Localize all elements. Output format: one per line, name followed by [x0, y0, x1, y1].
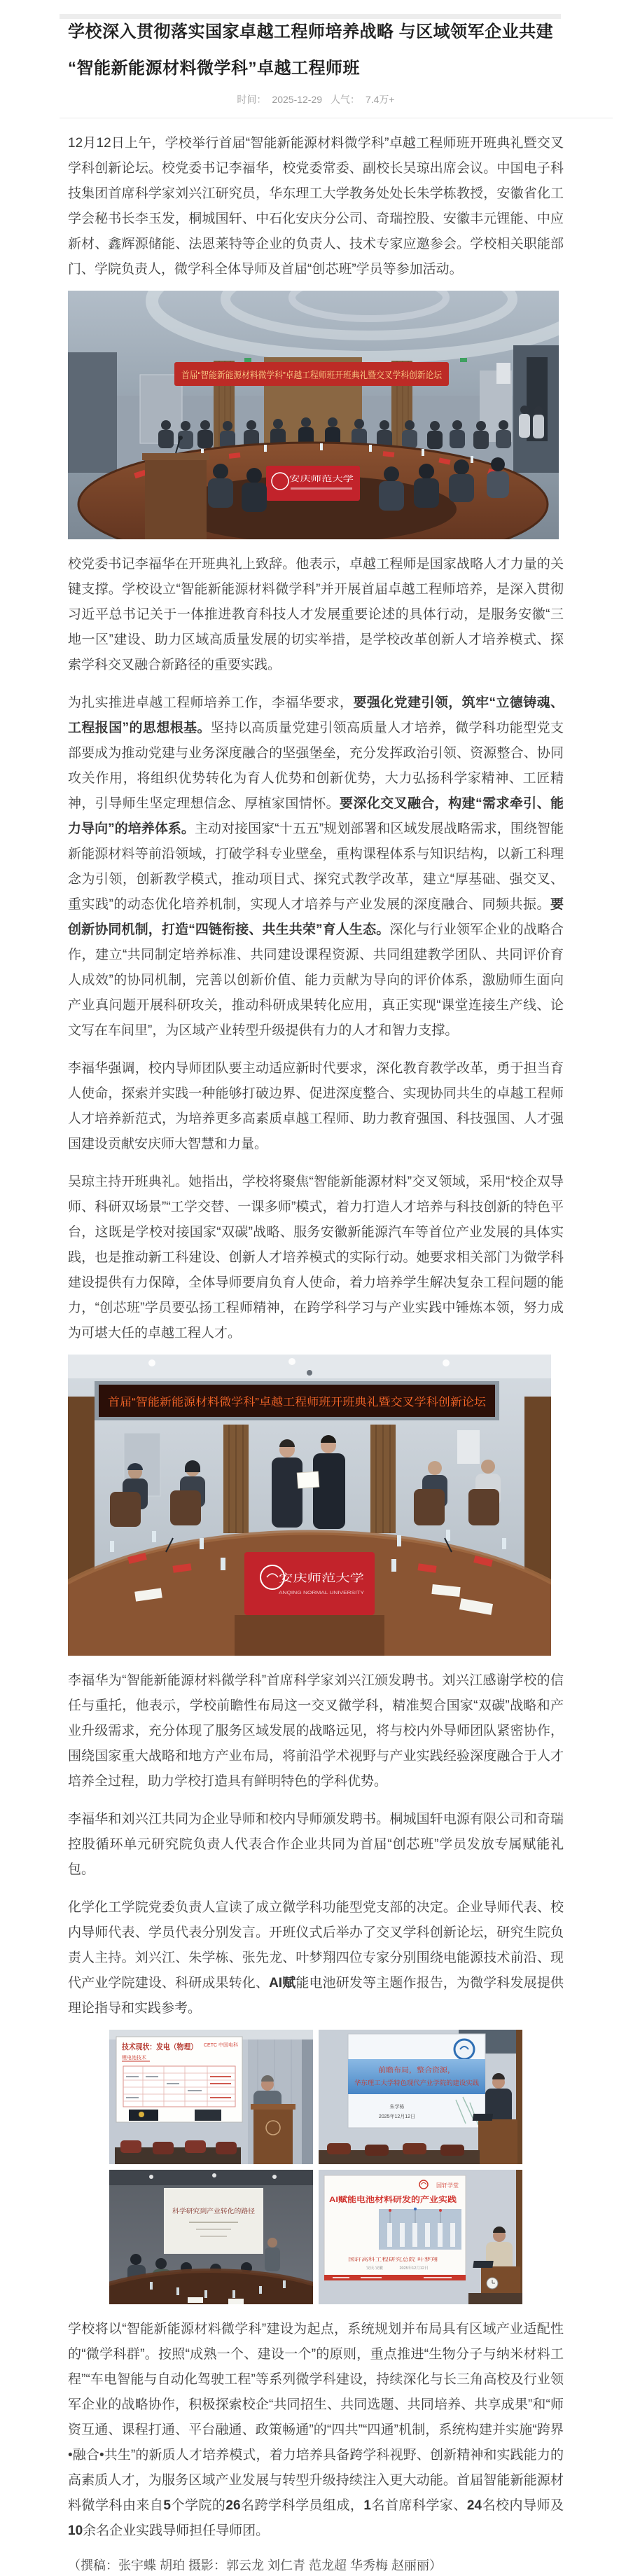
- photo-forum-talk-1: [109, 2030, 313, 2164]
- slide4-location: 安庆·安徽: [366, 2266, 383, 2271]
- photo-forum-talk-3: [109, 2170, 313, 2304]
- photo-forum-talk-2: [319, 2030, 522, 2164]
- certificate: [297, 1471, 319, 1488]
- meta-time-label: 时间：: [237, 94, 267, 105]
- slide2-speaker: 朱学栋: [389, 2105, 405, 2110]
- table-university-name: 安庆师范大学: [289, 475, 335, 483]
- slide3-title: 科学研究到产业转化的路径: [172, 2208, 249, 2215]
- forum-talk-2-illustration: [319, 2030, 522, 2164]
- slide-screen: [348, 2034, 485, 2128]
- meta-views-label: 人气：: [330, 94, 360, 105]
- top-edge-bar: [60, 14, 561, 19]
- table: [109, 2271, 313, 2304]
- panel-university-cn: 安庆师范大学: [279, 1572, 342, 1584]
- meta-time-value: 2025-12-29: [272, 94, 323, 105]
- slide1-subtitle: 锂电池技术: [122, 2056, 146, 2061]
- article-meta: [68, 92, 564, 106]
- article-paragraph: 吴琼主持开班典礼。她指出，学校将聚焦“智能新能源材料”交叉领域，采用“校企双导师、科研双场景”“工学交替、一课多师”模式，着力打造人才培养与科技创新的特色平台，这既是学校对接国家“双碳”战略、服务安徽新能源汽车等首位产业发展的具体实践，也是推动新工科建设、创新人才培养模式的实际行动。她要求相关部门为微学科建设提供有力保障，全体导师要肩负育人使命，着力培养学生解决复杂工程问题的能力，“创芯班”学员要弘扬工程师精神，在跨学科学习与产业实践中锤炼本领，努力成为可堪大任的卓越工程人才。: [68, 1175, 564, 1341]
- led-banner-text: 首届“智能新能源材料微学科”卓越工程师班开班典礼暨交叉学科创新论坛: [108, 1397, 463, 1408]
- article-paragraph: 李福华为“智能新能源材料微学科”首席科学家刘兴江颁发聘书。刘兴江感谢学校的信任与重托，他表示，学校前瞻性布局这一交叉微学科，精准契合国家“双碳”战略和产业升级需求，充分体现了服务区域发展的战略远见，将与校内外导师团队紧密协作，围绕国家重大战略和地方产业布局，将前沿学术视野与产业实践经验深度融合于人才培养全过程，助力学校打造具有鲜明特色的学科优势。: [68, 1673, 564, 1789]
- ceremony-illustration: [68, 1355, 551, 1656]
- meeting-room-illustration: [68, 291, 559, 539]
- chair-row: [468, 2293, 522, 2304]
- slide-screen: [116, 2037, 242, 2122]
- photo-opening-ceremony-wide: [68, 291, 564, 539]
- meta-views-value: 7.4万+: [365, 94, 395, 105]
- slide-screen: [164, 2188, 263, 2254]
- forum-talk-3-illustration: [109, 2170, 313, 2304]
- article-paragraph: 李福华强调，校内导师团队要主动适应新时代要求，深化教育教学改革，勇于担当育人使命，探索并实践一种能够打破边界、促进深度整合、实现协同共生的卓越工程师人才培养新范式，为培养更多高素质卓越工程师、助力教育强国、科技强国、人才强国建设贡献安庆师大智慧和力量。: [68, 1061, 564, 1151]
- banner: [174, 362, 449, 386]
- forum-talk-4-illustration: [319, 2170, 522, 2304]
- page-title: 学校深入贯彻落实国家卓越工程师培养战略 与区域领军企业共建“智能新能源材料微学科”卓越工程师班: [68, 22, 554, 78]
- gotion-logo-text: 国轩学堂: [436, 2182, 459, 2189]
- slide4-date: 2025年12月12日: [399, 2266, 429, 2271]
- article-section-appointments: [68, 1668, 564, 2021]
- slide-screen: [324, 2175, 466, 2280]
- led-banner: [95, 1381, 499, 1420]
- article-section-intro: [68, 131, 564, 282]
- slide4-affiliation: 国轩高科工程研究总院 叶梦翔: [348, 2257, 409, 2262]
- slide1-title: 技术现状：发电（物理）: [122, 2043, 207, 2051]
- slide4-title: AI赋能电池材料研发的产业实践: [329, 2196, 437, 2204]
- article-paragraph: 校党委书记李福华在开班典礼上致辞。他表示，卓越工程师是国家战略人才力量的关键支撑。学校设立“智能新能源材料微学科”并开展首届卓越工程师培养，是深入贯彻习近平总书记关于一体推进教育科技人才发展重要论述的具体行动，是服务安徽“三地一区”建设、助力区域高质量发展的切实举措，是学校改革创新人才培养模式、探索学科交叉融合新路径的重要实践。: [68, 557, 564, 672]
- forum-photo-grid: [109, 2030, 522, 2304]
- cetc-logo-text: CETC 中国电科: [204, 2043, 238, 2048]
- article-section-outlook: [68, 2317, 564, 2544]
- slide-building-image: [379, 2208, 461, 2250]
- table-red-panel-large: [244, 1552, 375, 1615]
- article-section-speeches: [68, 552, 564, 1346]
- panel-university-en: ANQING NORMAL UNIVERSITY: [279, 1591, 364, 1595]
- article-paragraph: 12月12日上午，学校举行首届“智能新能源材料微学科”卓越工程师班开班典礼暨交叉学科创新论坛。校党委书记李福华，校党委常委、副校长吴琼出席会议。中国电子科技集团首席科学家刘兴江研究员，华东理工大学教务处处长朱学栋教授，安徽省化工学会秘书长李玉发，桐城国轩、中石化安庆分公司、奇瑞控股、安徽丰元锂能、中应新材、鑫辉源储能、法恩莱特等企业的负责人、技术专家应邀参会。学校相关职能部门、学院负责人，微学科全体导师及首届“创芯班”学员等参加活动。: [68, 136, 564, 277]
- photo-forum-talk-4: [319, 2170, 522, 2304]
- photo-certificate-ceremony: [68, 1355, 564, 1656]
- banner-text: 首届“智能新能源材料微学科”卓越工程师班开班典礼暨交叉学科创新论坛: [181, 370, 443, 380]
- forum-talk-1-illustration: [109, 2030, 313, 2164]
- article-paragraph: 李福华和刘兴江共同为企业导师和校内导师颁发聘书。桐城国轩电源有限公司和奇瑞控股循环单元研究院负责人代表合作企业共同为首届“创芯班”学员发放专属赋能礼包。: [68, 1812, 564, 1877]
- article-content: [68, 14, 564, 2576]
- article-paragraph: 化学化工学院党委负责人宣读了成立微学科功能型党支部的决定。企业导师代表、校内导师代表、学员代表分别发言。开班仪式后举办了交叉学科创新论坛，研究生院负责人主持。刘兴江、朱学栋、张先龙、叶梦翔四位专家分别围绕电能源技术前沿、现代产业学院建设、科研成果转化、AI赋能电池研发等主题作报告，为微学科发展提供理论指导和实践参考。: [68, 1900, 564, 2016]
- article-paragraph: 为扎实推进卓越工程师培养工作，李福华要求，要强化党建引领，筑牢“立德铸魂、工程报国”的思想根基。坚持以高质量党建引领高质量人才培养，微学科功能型党支部要成为推动党建与业务深度融合的坚强堡垒，充分发挥政治引领、资源整合、协同攻关作用，将组织优势转化为育人优势和创新优势，大力弘扬科学家精神、工匠精神，引导师生坚定理想信念、厚植家国情怀。要深化交叉融合，构建“需求牵引、能力导向”的培养体系。主动对接国家“十五五”规划部署和区域发展战略需求，围绕智能新能源材料等前沿领域，打破学科专业壁垒，重构课程体系与知识结构，以新工科理念为引领，创新教学模式，推动项目式、探究式教学改革，建立“厚基础、强交叉、重实践”的动态优化培养机制，实现人才培养与产业发展的深度融合、同频共振。要创新协同机制，打造“四链衔接、共生共荣”育人生态。深化与行业领军企业的战略合作，建立“共同制定培养标准、共同建设课程资源、共同组建教学团队、共同评价育人成效”的协同机制，完善以创新价值、能力贡献为导向的评价体系，激励师生面向产业真问题开展科研攻关，推动科研成果转化应用，真正实现“课堂连接生产线、论文写在车间里”，为区域产业转型升级提供有力的人才和智力支撑。: [68, 695, 564, 1038]
- slide2-line1: 前瞻布局，整合资源，: [378, 2067, 448, 2075]
- article-page: [0, 14, 619, 2572]
- slide2-line2: 华东理工大学特色现代产业学院的建设实践: [354, 2079, 475, 2086]
- credit-line: （撰稿：张宇蝶 胡珀 摄影：郭云龙 刘仁青 范龙超 华秀梅 赵丽丽）: [68, 2558, 443, 2572]
- table-red-panel: [266, 466, 360, 501]
- slide2-date: 2025年12月12日: [378, 2114, 416, 2119]
- article-paragraph: 学校将以“智能新能源材料微学科”建设为起点，系统规划并布局具有区域产业适配性的“微学科群”。按照“成熟一个、建设一个”的原则，重点推进“生物分子与纳米材料工程”“车电智能与自动化驾驶工程”等系列微学科建设，持续深化与长三角高校及行业领军企业的战略协作，积极探索校企“共同招生、共同选题、共同培养、共享成果”和“师资互通、课程打通、平台融通、政策畅通”的“四共”“四通”机制，系统构建并实施“跨界•融合•共生”的新质人才培养模式，着力培养具备跨学科视野、创新精神和实践能力的高素质人才，为服务区域产业发展与转型升级持续注入更大动能。首届智能新能源材料微学科由来自5个学院的26名跨学科学员组成，1名首席科学家、24名校内导师及10余名企业实践导师担任导师团。: [68, 2322, 564, 2538]
- podium: [251, 2104, 295, 2164]
